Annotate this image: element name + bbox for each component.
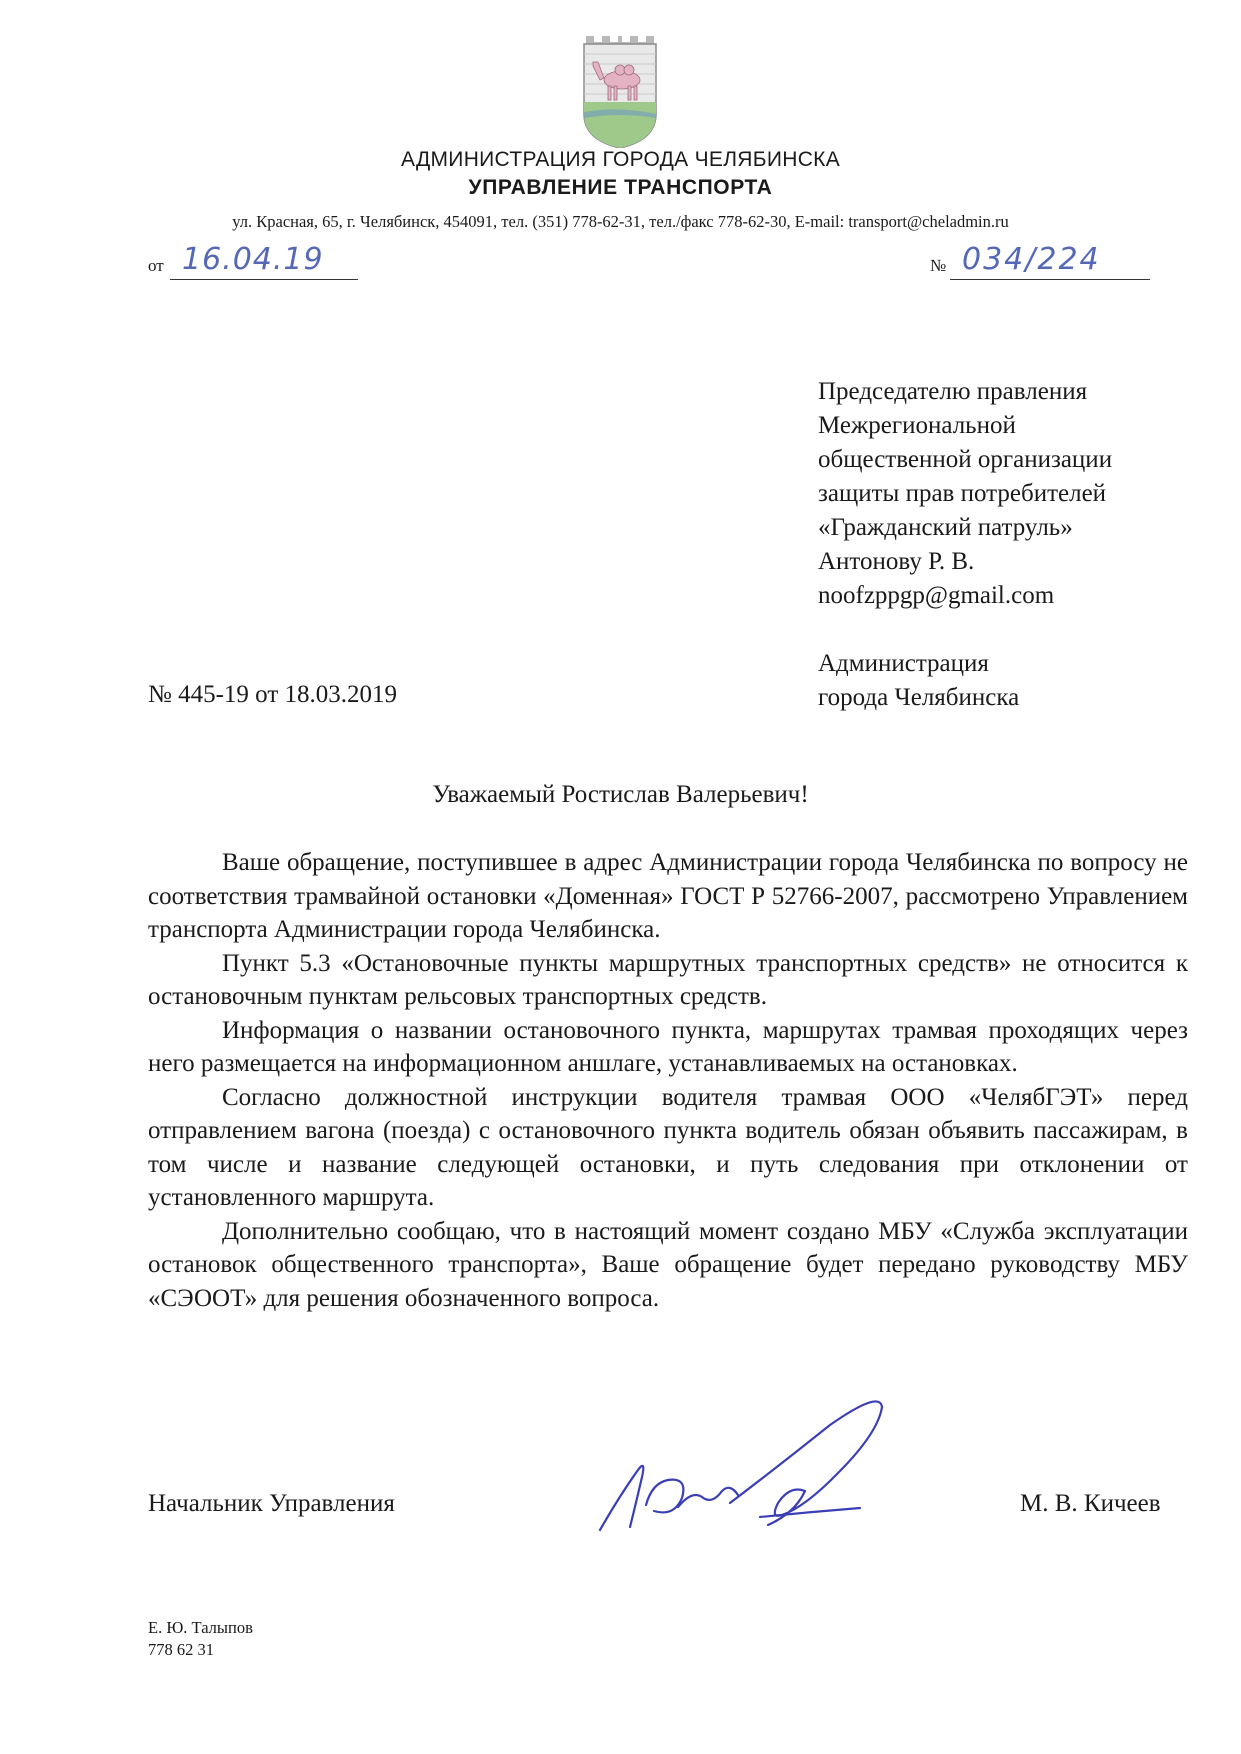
signer-position: Начальник Управления <box>148 1490 395 1517</box>
outgoing-number-value: 034/224 <box>962 242 1101 277</box>
recipient-line: «Гражданский патруль» <box>818 514 1073 541</box>
recipient-line: защиты прав потребителей <box>818 480 1107 507</box>
outgoing-number-label: № <box>930 256 947 275</box>
recipient-line: Председателю правления <box>818 378 1088 405</box>
recipient-email: noofzppgp@gmail.com <box>818 582 1055 609</box>
recipient-via-line: Администрация <box>818 650 989 677</box>
incoming-reference: № 445-19 от 18.03.2019 <box>148 681 398 708</box>
body-paragraph: Информация о названии остановочного пункта, маршрутах трамвая проходящих через него размещается на информационном аншлаге, устанавливаемых на остановках. <box>148 1016 1188 1077</box>
salutation: Уважаемый Ростислав Валерьевич! <box>432 781 809 808</box>
body-paragraph: Дополнительно сообщаю, что в настоящий момент создано МБУ «Служба эксплуатации остановок общественного транспорта», Ваше обращение будет передано руководству МБУ «СЭООТ» для решения обозначенного вопроса. <box>148 1217 1188 1312</box>
signer-name: М. В. Кичеев <box>1020 1490 1161 1517</box>
body-paragraph: Согласно должностной инструкции водителя трамвая ООО «ЧелябГЭТ» перед отправлением вагона (поезда) с остановочного пункта водитель обязан объявить пассажирам, в том числе и название следующей остановки, и путь следования при отклонении от установленного маршрута. <box>148 1083 1188 1211</box>
organization-name: АДМИНИСТРАЦИЯ ГОРОДА ЧЕЛЯБИНСКА <box>400 148 840 171</box>
recipient-block <box>818 375 1112 715</box>
recipient-via-line: города Челябинска <box>818 684 1020 711</box>
recipient-line: Межрегиональной <box>818 412 1016 439</box>
executor-name: Е. Ю. Талыпов <box>148 1618 253 1637</box>
executor-phone: 778 62 31 <box>148 1640 214 1659</box>
department-name: УПРАВЛЕНИЕ ТРАНСПОРТА <box>468 176 773 199</box>
letter-body <box>148 846 1188 1315</box>
outgoing-number-underline <box>950 279 1150 280</box>
outgoing-date-underline <box>170 279 358 280</box>
organization-address: ул. Красная, 65, г. Челябинск, 454091, тел. (351) 778-62-31, тел./факс 778-62-30, E-mail: transport@cheladmin.ru <box>232 212 1009 231</box>
body-paragraph: Ваше обращение, поступившее в адрес Администрации города Челябинска по вопросу не соответствия трамвайной остановки «Доменная» ГОСТ Р 52766-2007, рассмотрено Управлением транспорта Администрации города Челябинска. <box>148 849 1188 943</box>
body-paragraph: Пункт 5.3 «Остановочные пункты маршрутных транспортных средств» не относится к остановочным пунктам рельсовых транспортных средств. <box>148 949 1188 1010</box>
recipient-line: общественной организации <box>818 446 1113 473</box>
recipient-line: Антонову Р. В. <box>818 548 975 575</box>
coat-of-arms-icon <box>580 36 660 148</box>
outgoing-date-label: от <box>148 256 164 275</box>
executor-block <box>148 1617 253 1661</box>
outgoing-date-value: 16.04.19 <box>182 242 324 277</box>
handwritten-signature-icon <box>580 1395 940 1575</box>
